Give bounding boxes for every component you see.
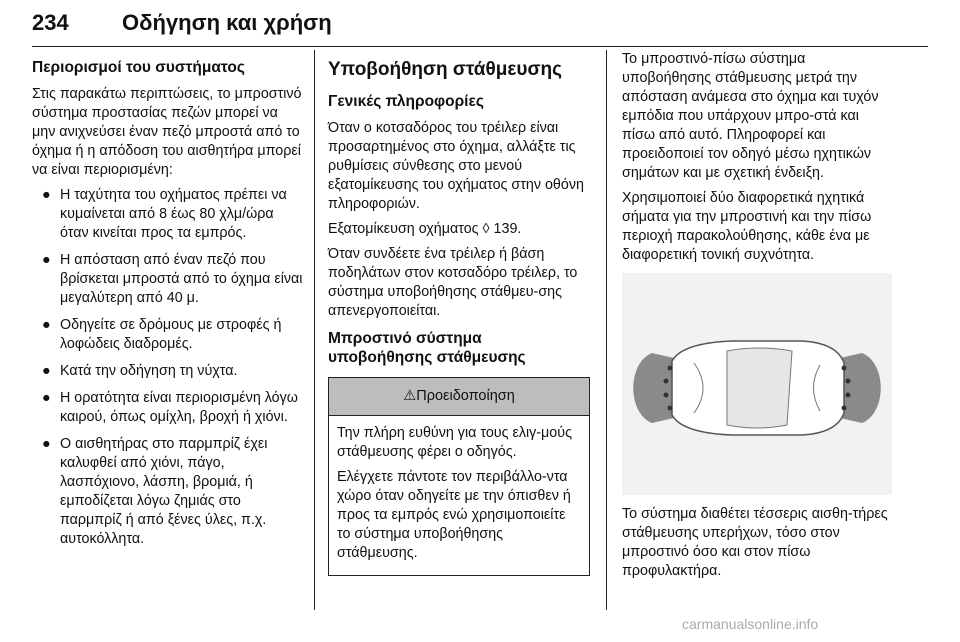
list-item: ● Η απόσταση από έναν πεζό που βρίσκεται μπροστά από το όχημα είναι μεγαλύτερη από 40 μ. bbox=[42, 252, 303, 306]
car-sensor-diagram bbox=[622, 273, 892, 495]
parking-sensor-illustration bbox=[622, 273, 892, 495]
subheading-front-parking-assist: Μπροστινό σύστημα υποβοήθησης στάθμευσης bbox=[328, 330, 526, 366]
sensor-dot bbox=[846, 393, 851, 398]
warning-box bbox=[328, 377, 590, 576]
paragraph: Το σύστημα διαθέτει τέσσερις αισθη-τήρες στάθμευσης υπερήχων, τόσο στον μπροστινό όσο και στον πίσω προφυλακτήρα. bbox=[622, 506, 888, 579]
sensor-dot bbox=[846, 379, 851, 384]
bullet-icon: ● bbox=[42, 317, 51, 333]
list-item: ● Η ταχύτητα του οχήματος πρέπει να κυμαίνεται από 8 έως 80 χλμ/ώρα όταν κινείται προς τα εμπρός. bbox=[42, 187, 287, 241]
sensor-dot bbox=[842, 406, 847, 411]
bullet-icon: ● bbox=[42, 390, 51, 406]
warning-paragraph: Ελέγχετε πάντοτε τον περιβάλλο-ντα χώρο όταν οδηγείτε με την όπισθεν ή προς τα εμπρός ενώ χρησιμοποιείτε το σύστημα υποβοήθησης στάθμευσης. bbox=[337, 469, 571, 561]
column-divider bbox=[606, 50, 607, 610]
list-item: ● Η ορατότητα είναι περιορισμένη λόγω καιρού, όπως ομίχλη, βροχή ή χιόνι. bbox=[42, 390, 298, 425]
page-header bbox=[32, 8, 928, 38]
paragraph: Χρησιμοποιεί δύο διαφορετικά ηχητικά σήματα για την μπροστινή και την πίσω περιοχή παρακολούθησης, κάθε ένα με διαφορετική τονική συχνότητα. bbox=[622, 190, 872, 263]
intro-paragraph: Στις παρακάτω περιπτώσεις, το μπροστινό σύστημα προστασίας πεζών μπορεί να μην ανιχνεύσει έναν πεζό μπροστά από το όχημα ή η απόδοση του αισθητήρα μπορεί να είναι περιορισμένη: bbox=[32, 86, 302, 178]
bullet-icon: ● bbox=[42, 436, 51, 452]
warning-header bbox=[329, 378, 589, 416]
warning-title: Προειδοποίηση bbox=[416, 388, 515, 404]
header-rule bbox=[32, 46, 928, 47]
page-title: Οδήγηση και χρήση bbox=[122, 10, 332, 35]
paragraph: Το μπροστινό-πίσω σύστημα υποβοήθησης στάθμευσης μετρά την απόσταση ανάμεσα στο όχημα και τυχόν εμπόδια που υπάρχουν μπρο-στά και πίσω από αυτό. Πληροφορεί και προειδοποιεί τον οδηγό μέσω ηχητικών σημάτων και με σχετική ένδειξη. bbox=[622, 51, 879, 181]
list-item: ● Ο αισθητήρας στο παρμπρίζ έχει καλυφθεί από χιόνι, πάγο, λασπόχιονο, λάσπη, βρομιά, ή εμποδίζεται λόγω ζημιάς στο παρμπρίζ ή από ξένες ύλες, π.χ. αυτοκόλλητα. bbox=[42, 436, 268, 547]
warning-body bbox=[329, 416, 589, 575]
cross-reference[interactable]: Εξατομίκευση οχήματος ◊ 139. bbox=[328, 221, 522, 237]
limitations-list bbox=[32, 186, 304, 549]
paragraph: Όταν ο κοτσαδόρος του τρέιλερ είναι προσαρτημένος στο όχημα, αλλάξτε τις ρυθμίσεις σύνθεσης στο μενού εξατομίκευσης του οχήματος στην οθόνη πληροφοριών. bbox=[328, 120, 584, 212]
sensor-dot bbox=[668, 366, 673, 371]
section-title-parking-assist: Υποβοήθηση στάθμευσης bbox=[328, 59, 562, 80]
car-roof bbox=[727, 348, 792, 428]
bullet-icon: ● bbox=[42, 187, 51, 203]
sensor-dot bbox=[842, 366, 847, 371]
subheading-general: Γενικές πληροφορίες bbox=[328, 93, 484, 110]
sensor-dot bbox=[664, 393, 669, 398]
page-number: 234 bbox=[32, 10, 69, 35]
warning-paragraph: Την πλήρη ευθύνη για τους ελιγ-μούς στάθμευσης φέρει ο οδηγός. bbox=[337, 425, 572, 460]
column-2 bbox=[328, 50, 590, 576]
sensor-dot bbox=[668, 406, 673, 411]
section-heading-limitations: Περιορισμοί του συστήματος bbox=[32, 59, 245, 76]
bullet-icon: ● bbox=[42, 363, 51, 379]
sensor-dot bbox=[664, 379, 669, 384]
bullet-icon: ● bbox=[42, 252, 51, 268]
column-1 bbox=[32, 50, 304, 557]
watermark: carmanualsonline.info bbox=[682, 616, 819, 632]
list-item: ● Οδηγείτε σε δρόμους με στροφές ή λοφώδεις διαδρομές. bbox=[42, 317, 282, 352]
column-divider bbox=[314, 50, 315, 610]
column-3 bbox=[622, 50, 892, 587]
list-item: ● Κατά την οδήγηση τη νύχτα. bbox=[42, 363, 238, 379]
warning-icon: ⚠ bbox=[403, 388, 417, 404]
paragraph: Όταν συνδέετε ένα τρέιλερ ή βάση ποδηλάτων στον κοτσαδόρο τρέιλερ, το σύστημα υποβοήθησης στάθμευ-σης απενεργοποιείται. bbox=[328, 246, 578, 319]
